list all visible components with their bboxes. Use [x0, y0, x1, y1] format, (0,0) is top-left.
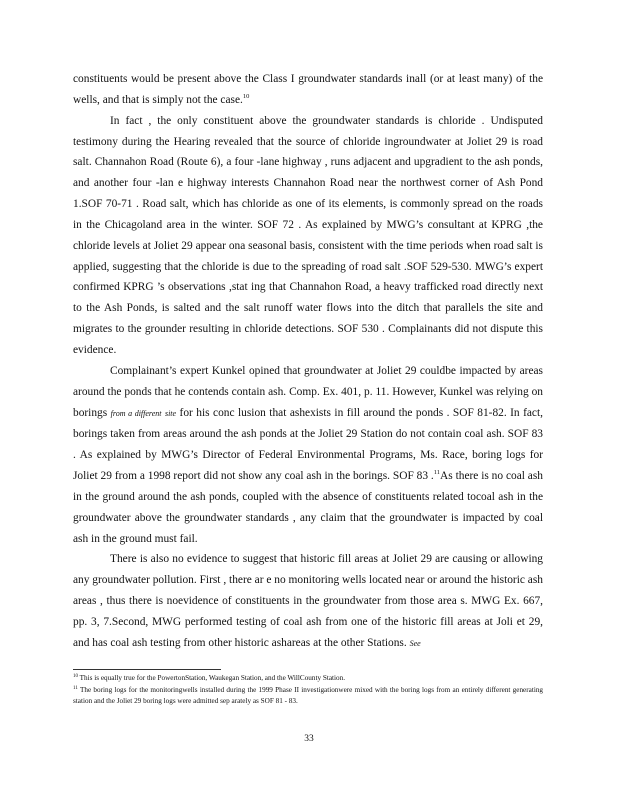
paragraph-text: constituents would be present above the Class I groundwater standards inall (or at least many) of the wells, and that is simply not the case. — [73, 73, 543, 106]
body-text — [73, 69, 543, 655]
paragraph-kunkel — [73, 361, 543, 550]
paragraph-chloride — [73, 111, 543, 361]
emphasis-site: site — [164, 408, 177, 418]
paragraph-text: There is also no evidence to suggest that historic fill areas at Joliet 29 are causing or allowing any groundwater pollution. First , there ar e no monitoring wells located near or around the historic ash areas , thus there is noevidence of constituents in the groundwater from those area s. MWG Ex. 667, pp. 3, 7.Second, MWG performed testing of coal ash from one of the historic fill areas at Joli et 29, and has coal ash testing from other historic ashareas at the other Stations. — [73, 553, 543, 649]
footnote-ref-10: 10 — [242, 92, 250, 100]
footnote-text: The boring logs for the monitoringwells installed during the 1999 Phase II investigationwere mixed with the boring logs from an entirely different generating station and the Joliet 29 boring logs were admitted sep arately as SOF 81 - 83. — [73, 686, 544, 705]
emphasis-see: See — [409, 638, 421, 648]
footnote-11 — [73, 685, 543, 706]
paragraph-text: In fact , the only constituent above the groundwater standards is chloride . Undisputed testimony during the Hearing revealed that the source of chloride ingroundwater at Joliet 29 is road salt. Channahon Road (Route 6), a four -lane highway , runs adjacent and upgradient to the ash ponds, and another four -lan e highway interests Channahon Road near the northwest corner of Ash Pond 1.SOF 70-71 . Road salt, which has chloride as one of its elements, is commonly spread on the roads in the Chicagoland area in the winter. SOF 72 . As explained by MWG’s consultant at KPRG ,the chloride levels at Joliet 29 appear ona seasonal basis, consistent with the time periods when road salt is applied, suggesting that the chloride is due to the spreading of road salt .SOF 529-530. MWG’s expert confirmed KPRG ’s observations ,stat ing that Channahon Road, a heavy trafficked road directly next to the Ash Ponds, is salted and the salt runoff water flows into the ditch that parallels the site and migrates to the grounder resulting in chloride detections. SOF 530 . Complainants did not dispute this evidence. — [73, 114, 543, 356]
footnote-divider — [73, 669, 221, 670]
paragraph-text-end: As there is no coal ash in the ground around the ash ponds, coupled with the absence of constituents related tocoal ash in the groundwater above the groundwater standards , any claim that the groundwater is impacted by coal ash in the ground must fail. — [73, 470, 543, 545]
paragraph-text-before: Complainant’s expert Kunkel opined that groundwater at Joliet 29 couldbe impacted by areas around the ponds that he contends contain ash. Comp. Ex. 401, p. 11. However, Kunkel was relying on borings — [73, 364, 543, 419]
footnote-text: This is equally true for the PowertonStation, Waukegan Station, and the WillCounty Station. — [79, 674, 346, 682]
paragraph-historic-fill — [73, 549, 543, 654]
footnotes — [73, 673, 543, 708]
paragraph-continuation — [73, 69, 543, 111]
emphasis-from-a-different: from a different — [110, 408, 162, 418]
footnote-number: 11 — [73, 686, 78, 692]
paragraph-text-after: for his conc lusion that ashexists in fill around the ponds . SOF 81-82. In fact, borings taken from areas around the ash ponds at the Joliet 29 Station do not contain coal ash. SOF 83 . As explained by MWG’s Director of Federal Environmental Programs, Ms. Race, boring logs for Joliet 29 from a 1998 report did not show any coal ash in the borings. SOF 83 . — [73, 406, 544, 483]
footnote-10 — [73, 673, 543, 683]
page-number: 33 — [304, 734, 314, 744]
footnote-number: 10 — [73, 674, 78, 679]
footnote-ref-11: 11 — [433, 469, 441, 477]
